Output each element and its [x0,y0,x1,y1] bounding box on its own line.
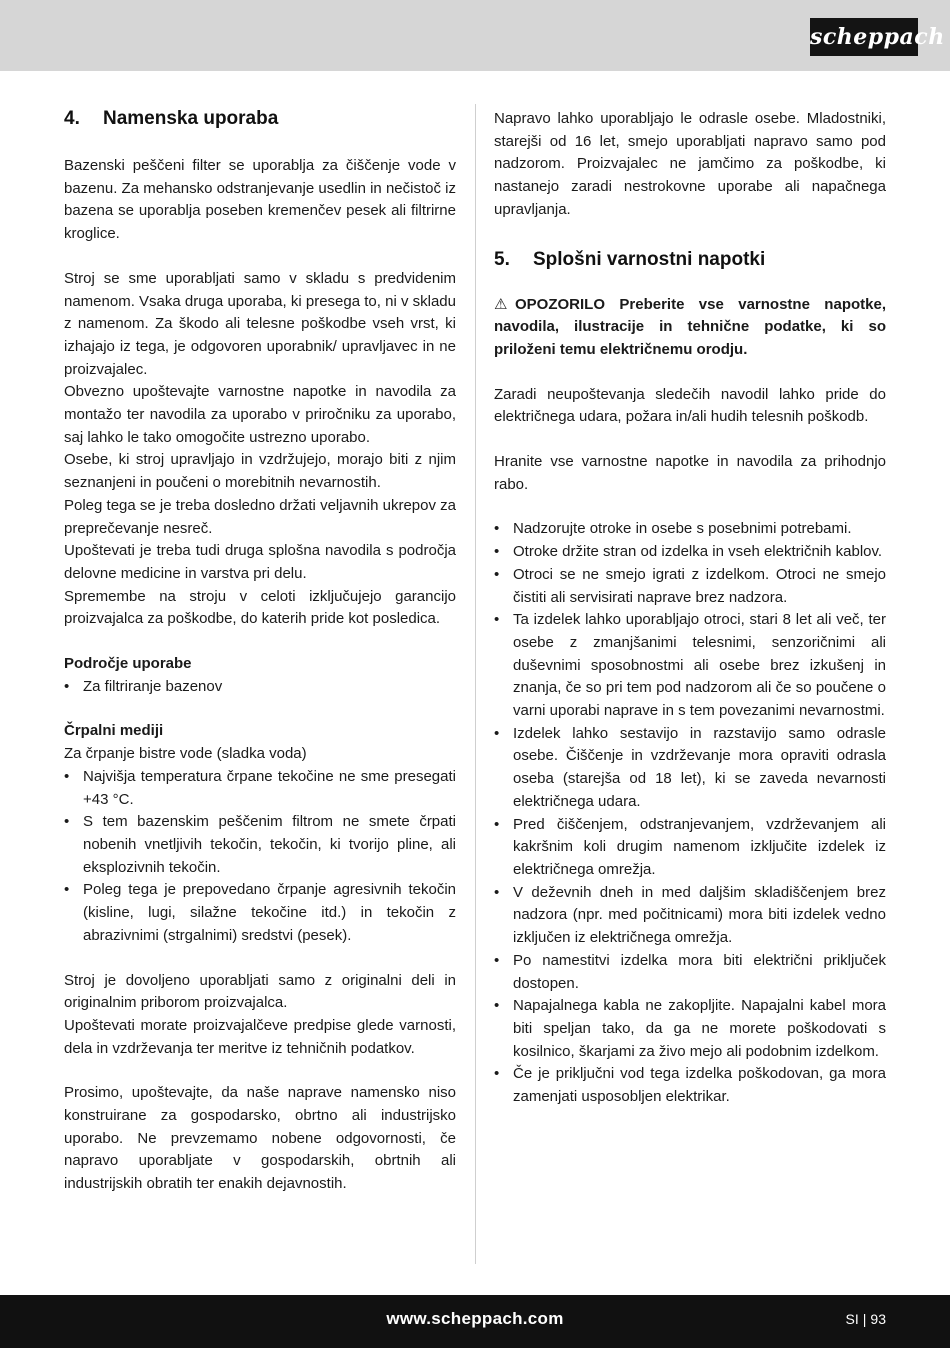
adult-use-paragraph: Napravo lahko uporabljajo le odrasle osebe. Mladostniki, starejši od 16 let, smejo uporabljati napravo samo pod nadzorom. Proizvajalec ne jamčimo za poškodbe, ki nastanejo zaradi nestrokovne uporabe ali napačnega upravljanja. [494,110,886,218]
list-item: • V deževnih dneh in med daljšim skladiščenjem brez nadzora (npr. med počitnicami) mora biti izdelek vedno izključen iz električnega omrežja. [494,882,886,950]
list-item: • Otroke držite stran od izdelka in vseh električnih kablov. [494,541,886,564]
hazard-paragraph: Zaradi neupoštevanja sledečih navodil lahko pride do električnega udara, požara in/ali hudih telesnih poškodb. [494,385,886,426]
warning-icon: ⚠ [494,295,508,313]
area-of-use-title: Področje uporabe [64,655,192,673]
commercial-use-paragraph: Prosimo, upoštevajte, da naše naprave namensko niso konstruirane za gospodarsko, obrtno ali industrijsko uporabo. Ne prevzemamo nobene odgovornosti, če napravo uporabljate v gospodarskih, obrtnih ali industrijskih obratih ter enakih dejavnostih. [64,1084,456,1193]
page-number [846,1295,886,1343]
modifications-paragraph: Spremembe na stroju v celoti izključujejo garancijo proizvajalca za poškodbe, do katerih pride kot posledica. [64,587,456,628]
section-5-number: 5. [494,248,510,270]
page-number-value: 93 [870,1311,886,1327]
occupational-medicine-paragraph: Upoštevati je treba tudi druga splošna navodila s področja delovne medicine in varstva pri delu. [64,542,456,582]
section-4-heading [64,105,456,133]
list-item: • Poleg tega je prepovedano črpanje agresivnih tekočin (kisline, lugi, silažne tekočine itd.) in tekočin z abrazivnimi (strgalnimi) sredstvi (pesek). [64,879,456,947]
section-5-heading [494,246,886,274]
website-link[interactable]: www.scheppach.com [386,1309,564,1328]
keep-instructions-paragraph: Hranite vse varnostne napotke in navodila za prihodnjo rabo. [494,453,886,493]
area-of-use-list [64,676,456,699]
list-item: • Pred čiščenjem, odstranjevanjem, vzdrževanjem ali kakršnim koli drugim namenom izključite izdelek iz električnega omrežja. [494,814,886,882]
pump-media-intro: Za črpanje bistre vode (sladka voda) [64,745,307,763]
right-column [494,104,886,1109]
section-4-number: 4. [64,108,80,129]
list-item: • Otroci se ne smejo igrati z izdelkom. Otroci ne smejo čistiti ali servisirati naprave brez nadzora. [494,564,886,609]
original-parts-paragraph: Stroj je dovoljeno uporabljati samo z originalni deli in originalnim priborom proizvajalca. [64,971,456,1012]
section-4-title: Namenska uporaba [103,108,279,129]
list-item: • Po namestitvi izdelka mora biti električni priključek dostopen. [494,950,886,995]
accident-prevention-paragraph: Poleg tega se je treba dosledno držati veljavnih ukrepov za preprečevanje nesreč. [64,496,456,537]
left-column [64,104,456,1196]
warning-text: OPOZORILO Preberite vse varnostne napotke, navodila, ilustracije in tehnične podatke, ki so priloženi temu električnemu orodju. [494,295,886,358]
list-item: • Izdelek lahko sestavijo in razstavijo samo odrasle osebe. Čiščenje in vzdrževanje mora opraviti odrasla oseba (starejša od 18 let), ki se zaveda nevarnosti električnega udara. [494,723,886,814]
use-restriction-paragraph: Stroj se sme uporabljati samo v skladu s predvidenim namenom. Vsaka druga uporaba, ki presega to, ni v skladu z namenom. Za škodo ali telesne poškodbe vseh vrst, ki izhajajo iz tega, je odgovoren uporabnik/ upravljavec in ne proizvajalec. [64,269,456,378]
pump-media-list [64,766,456,948]
list-item: • Napajalnega kabla ne zakopljite. Napajalni kabel mora biti speljan tako, da ga ne morete poškodovati s kosilnico, škarjami za živo mejo ali podobnim izdelkom. [494,995,886,1063]
manufacturer-rules-paragraph: Upoštevati morate proizvajalčeve predpise glede varnosti, dela in vzdrževanja ter meritve iz tehničnih podatkov. [64,1016,456,1057]
pump-media-title: Črpalni mediji [64,722,164,740]
section-5-title: Splošni varnostni napotki [533,248,766,270]
page-separator: | [862,1311,867,1327]
warning-paragraph [494,294,886,362]
language-code: SI [845,1311,859,1327]
list-item: • Nadzorujte otroke in osebe s posebnimi potrebami. [494,518,886,541]
list-item: • S tem bazenskim peščenim filtrom ne smete črpati nobenih vnetljivih tekočin, tekočin, ki tvorijo pline, ali eksplozivnih tekočin. [64,811,456,879]
intended-use-paragraph: Bazenski peščeni filter se uporablja za čiščenje vode v bazenu. Za mehansko odstranjevanje usedlin in nečistoč iz bazena se uporablja poseben kremenčev pesek ali filtrirne kroglice. [64,157,456,243]
list-item: • Za filtriranje bazenov [64,676,456,699]
page-header [0,0,950,71]
column-divider [475,104,476,1264]
instructions-paragraph: Obvezno upoštevajte varnostne napotke in navodila za montažo ter navodila za uporabo v priročniku za uporabo, saj lahko le tako omogočite ustrezno uporabo. [64,383,456,446]
brand-logo: scheppach [810,18,918,56]
operators-paragraph: Osebe, ki stroj upravljajo in vzdržujejo, morajo biti z njim seznanjeni in poučeni o morebitnih nevarnostih. [64,451,456,492]
safety-list [494,518,886,1108]
page-footer [0,1295,950,1348]
list-item: • Če je priključni vod tega izdelka poškodovan, ga mora zamenjati usposobljen elektrikar. [494,1063,886,1108]
list-item: • Ta izdelek lahko uporabljajo otroci, stari 8 let ali več, ter osebe z zmanjšanimi telesnimi, senzoričnimi ali duševnimi sposobnostmi ali osebe brez izkušenj in znanja, če so pri tem pod nadzorom ali če so poučene o varni uporabi naprave in s tem povezanimi nevarnostmi. [494,609,886,723]
list-item: • Najvišja temperatura črpane tekočine ne sme presegati +43 °C. [64,766,456,811]
